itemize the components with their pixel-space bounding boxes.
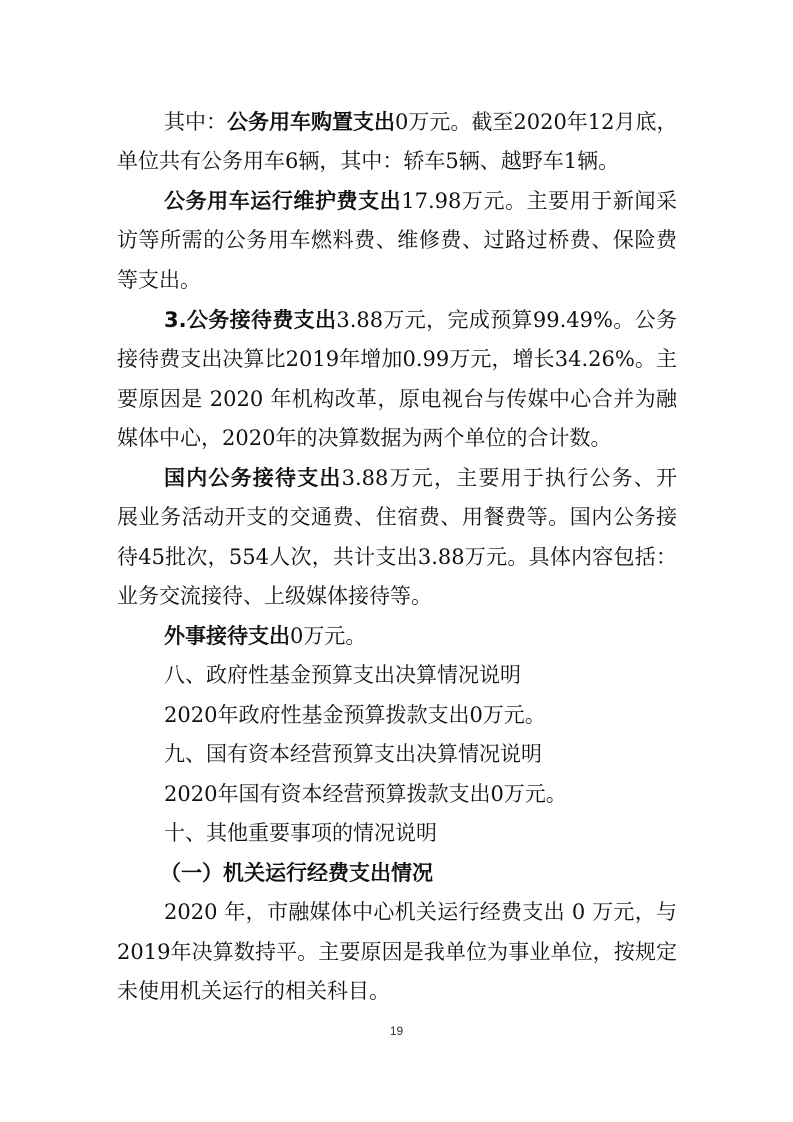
text-rest: 0万元。截至2020年12月底， (395, 110, 678, 134)
text-rest: 3.88万元，主要用于执行公务、开 (341, 466, 678, 490)
section-heading-8: 八、政府性基金预算支出决算情况说明 (164, 663, 521, 687)
paragraph-vehicle-purchase-line-1 (164, 108, 677, 136)
paragraph-vehicle-maintenance-line-1 (164, 187, 677, 215)
paragraph-domestic-reception-line-3: 待45批次，554人次，共计支出3.88万元。具体内容包括： (117, 545, 677, 569)
paragraph-domestic-reception-line-2: 展业务活动开支的交通费、住宿费、用餐费等。国内公务接 (117, 505, 677, 529)
subsection-heading-10-1: （一）机关运行经费支出情况 (160, 861, 433, 885)
text-prefix: 其中： (164, 110, 227, 134)
section-heading-9: 九、国有资本经营预算支出决算情况说明 (164, 742, 542, 766)
bold-term-domestic-reception: 国内公务接待支出 (164, 466, 342, 490)
paragraph-agency-operation-line-1: 2020 年，市融媒体中心机关运行经费支出 0 万元，与 (164, 900, 677, 924)
paragraph-agency-operation-line-2: 2019年决算数持平。主要原因是我单位为事业单位，按规定 (117, 940, 677, 964)
paragraph-reception-line-4: 媒体中心，2020年的决算数据为两个单位的合计数。 (117, 426, 612, 450)
paragraph-reception-line-1 (164, 306, 677, 334)
paragraph-reception-line-2: 接待费支出决算比2019年增加0.99万元，增长34.26%。主 (117, 347, 677, 371)
paragraph-reception-line-3: 要原因是 2020 年机构改革，原电视台与传媒中心合并为融 (117, 387, 677, 411)
paragraph-agency-operation-line-3: 未使用机关运行的相关科目。 (117, 979, 390, 1003)
bold-term-vehicle-maintenance: 公务用车运行维护费支出 (164, 189, 402, 213)
paragraph-domestic-reception-line-4: 业务交流接待、上级媒体接待等。 (117, 584, 432, 608)
paragraph-vehicle-maintenance-line-2: 访等所需的公务用车燃料费、维修费、过路过桥费、保险费 (117, 228, 677, 252)
bold-term-vehicle-purchase: 公务用车购置支出 (227, 110, 395, 134)
page-number: 19 (389, 1024, 404, 1038)
paragraph-gov-fund: 2020年政府性基金预算拨款支出0万元。 (164, 703, 546, 727)
section-heading-10: 十、其他重要事项的情况说明 (164, 821, 437, 845)
paragraph-foreign-reception (164, 622, 677, 650)
text-rest: 0万元。 (290, 624, 367, 648)
paragraph-domestic-reception-line-1 (164, 464, 677, 492)
paragraph-state-capital: 2020年国有资本经营预算拨款支出0万元。 (164, 782, 567, 806)
text-rest: 17.98万元。主要用于新闻采 (401, 189, 678, 213)
text-rest: 3.88万元，完成预算99.49%。公务 (336, 308, 677, 332)
bold-term-foreign-reception: 外事接待支出 (164, 624, 290, 648)
bold-term-reception: 3.公务接待费支出 (164, 308, 337, 332)
paragraph-vehicle-maintenance-line-3: 等支出。 (117, 268, 201, 292)
paragraph-vehicle-purchase-line-2: 单位共有公务用车6辆，其中：轿车5辆、越野车1辆。 (117, 149, 620, 173)
